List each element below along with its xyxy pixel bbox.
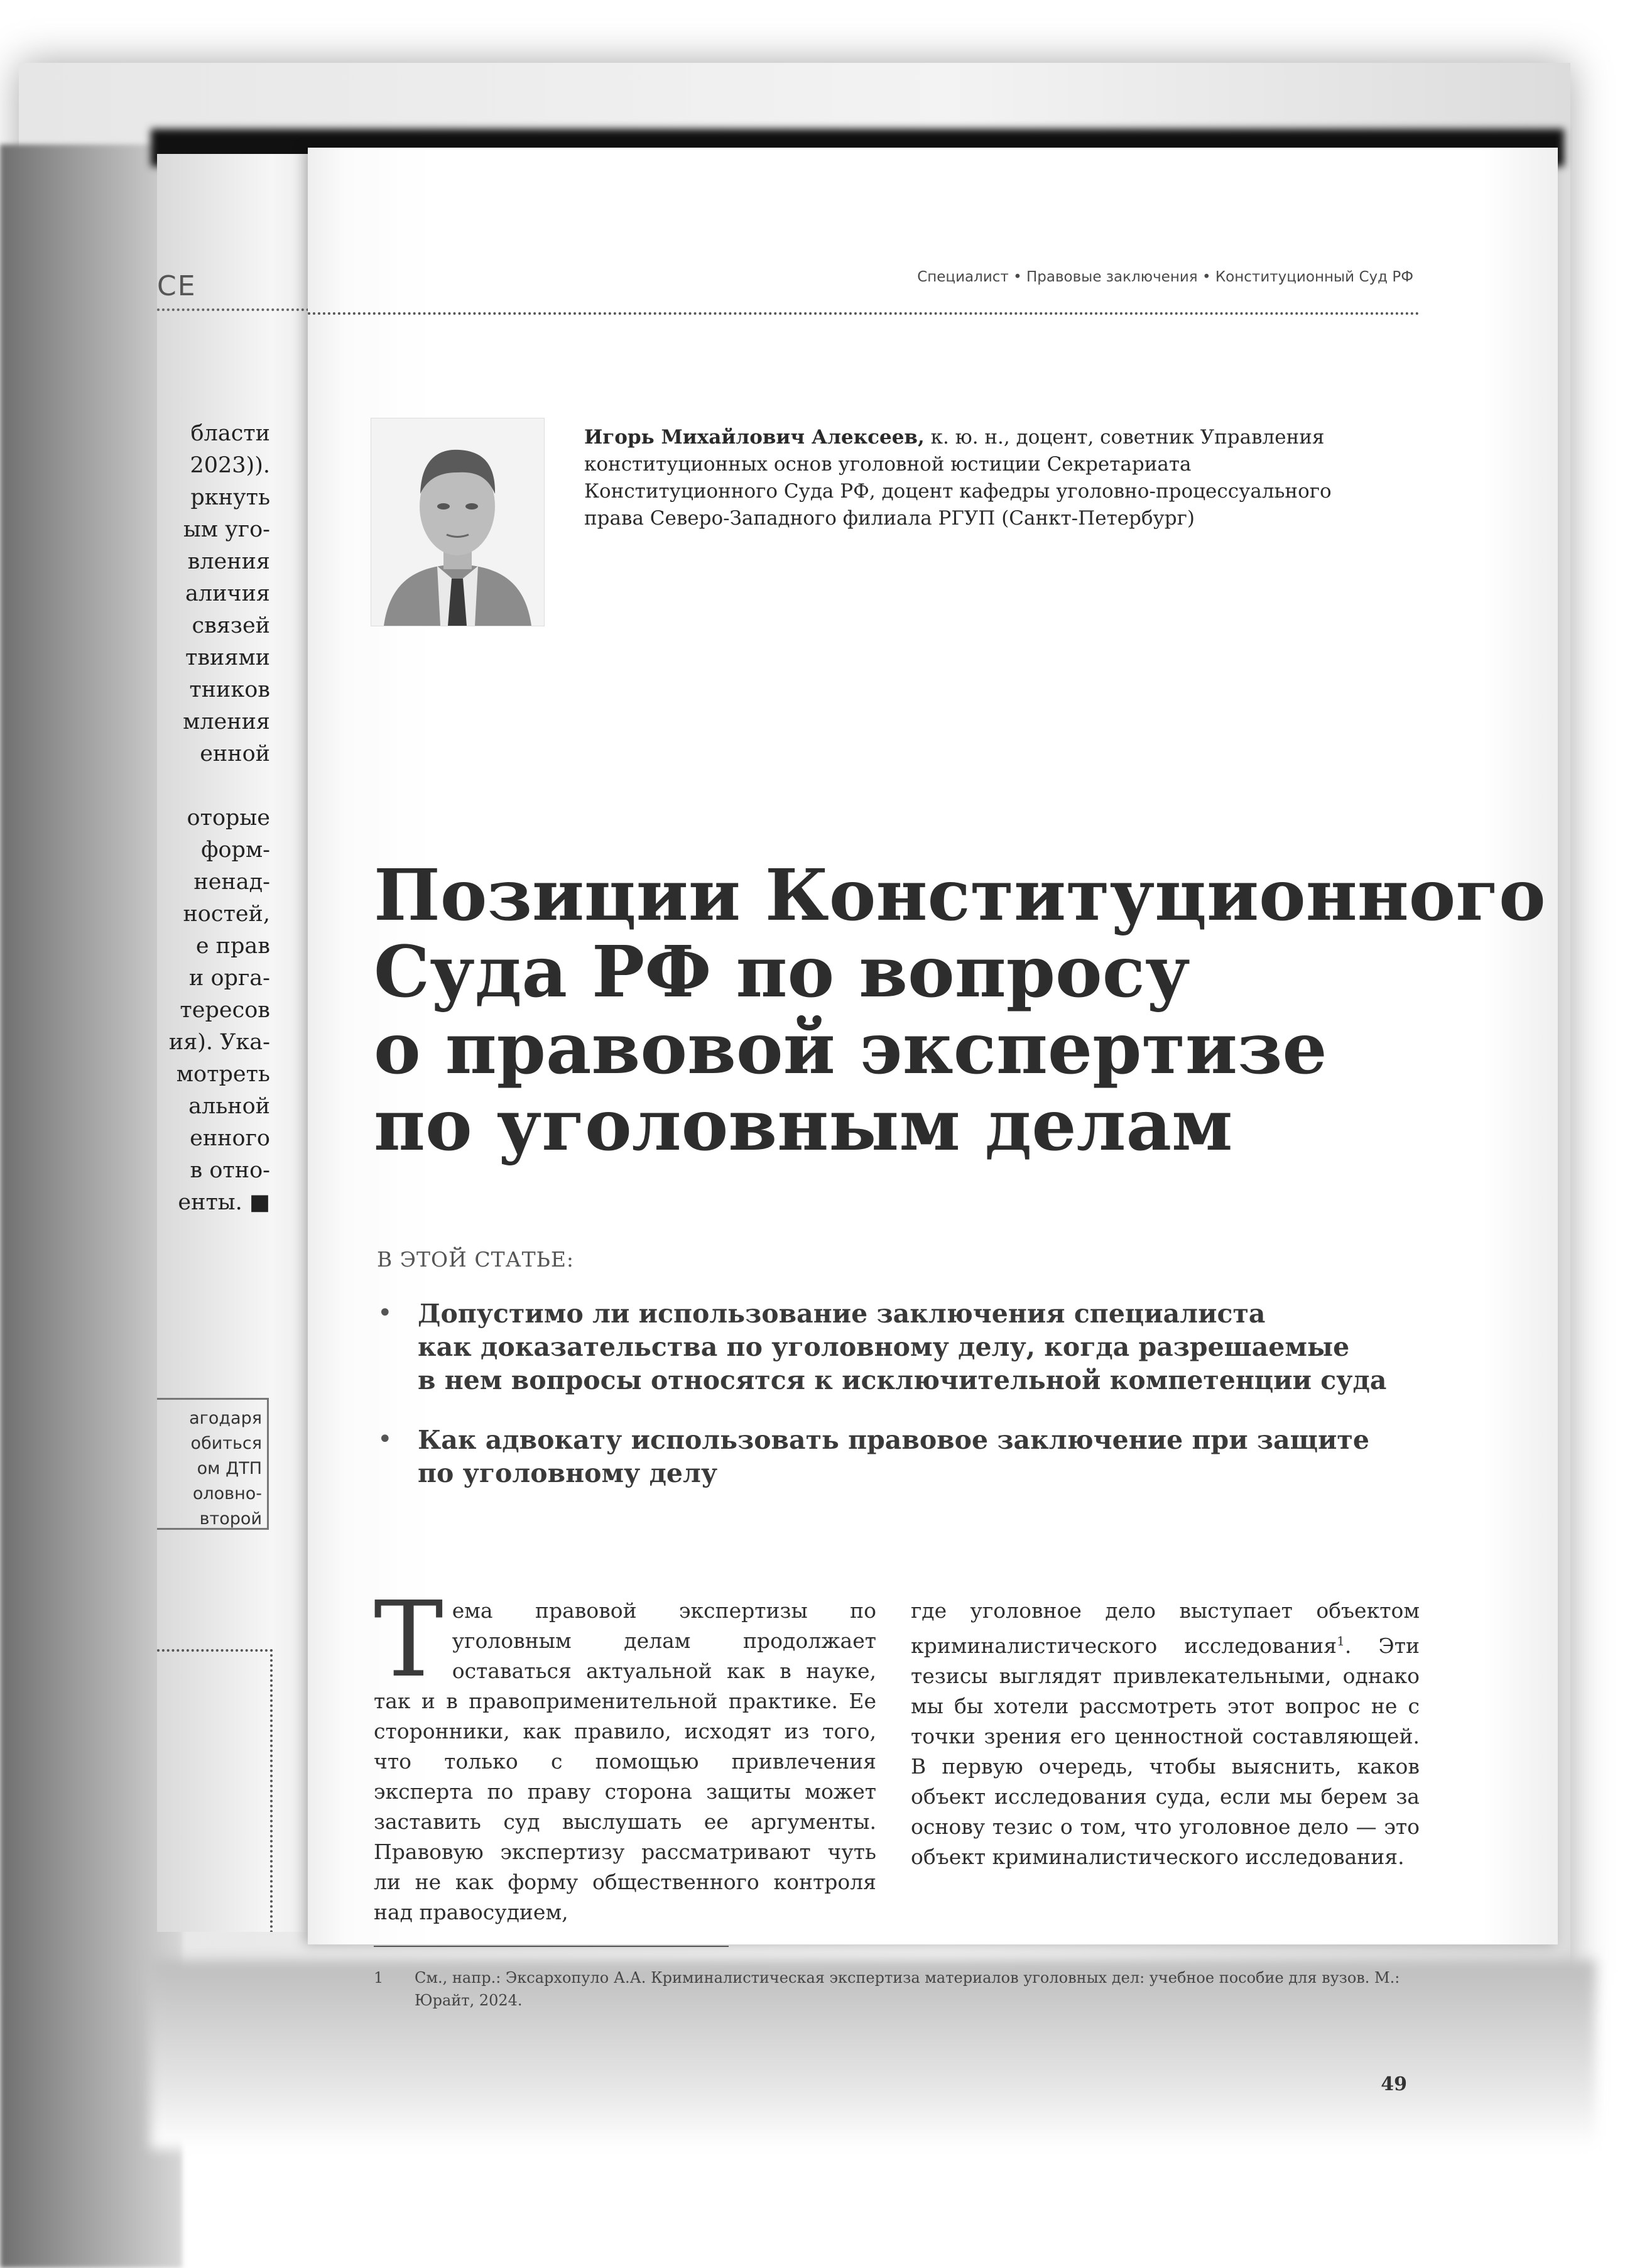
left-page-box-line: агодаря xyxy=(189,1409,262,1428)
author-name: Игорь Михайлович Алексеев, xyxy=(584,426,925,449)
left-page-box-line: оловно- xyxy=(192,1484,262,1503)
left-page-line: ностей, xyxy=(183,902,270,927)
left-page-line: мления xyxy=(183,709,270,734)
left-edge-shadow xyxy=(0,144,182,2268)
author-portrait-icon xyxy=(371,418,544,626)
title-line: Позиции Конституционного xyxy=(374,854,1546,937)
left-page-line: связей xyxy=(192,613,270,638)
left-page-fragment xyxy=(157,154,320,1932)
footnote-number: 1 xyxy=(374,1969,384,1987)
title-line: по уголовным делам xyxy=(374,1084,1233,1167)
left-page-header: CE xyxy=(157,270,197,302)
left-page-line xyxy=(157,770,270,802)
author-info xyxy=(584,424,1388,532)
left-page-line: в отно- xyxy=(190,1158,270,1183)
in-article-label: В ЭТОЙ СТАТЬЕ: xyxy=(377,1247,575,1272)
drop-cap: Т xyxy=(374,1579,443,1701)
title-line: о правовой экспертизе xyxy=(374,1008,1327,1090)
left-page-box-line: обиться xyxy=(190,1434,262,1453)
left-page-line: ия). Ука- xyxy=(168,1030,270,1055)
left-page-line: и орга- xyxy=(189,966,270,991)
left-page-text xyxy=(157,418,270,1219)
body-text-right-b: . Эти тезисы выглядят привлекательными, однако мы бы хотели рассмотреть этот вопрос не с точки зрения его ценностной составляющей. В первую очередь, чтобы выяснить, каков объект исследования суда, если мы берем за основу тезис о том, что уголовное дело — это объект криминалистического исследования. xyxy=(911,1633,1420,1869)
left-page-line: аличия xyxy=(185,581,270,606)
left-page-line: оторые xyxy=(187,805,270,831)
author-details: к. ю. н., доцент, советник Управления конституционных основ уголовной юстиции Секретариата Конституционного Суда РФ, доцент кафедры уголовно-процессуального права Северо-Западного филиала РГУП (Санкт-Петербург) xyxy=(584,426,1332,530)
left-page-line: ркнуть xyxy=(190,485,270,510)
left-page-line: форм- xyxy=(201,837,270,863)
title-line: Суда РФ по вопросу xyxy=(374,931,1190,1013)
left-page-line: вления xyxy=(187,549,270,574)
article-title xyxy=(374,854,1546,1167)
footnote xyxy=(374,1966,1442,2012)
left-page-line: тников xyxy=(189,677,270,702)
left-page-line: енной xyxy=(200,741,270,766)
left-page-dotted-rule xyxy=(157,308,314,311)
left-page-box-line: ом ДТП xyxy=(197,1459,262,1478)
left-page-line: е прав xyxy=(195,934,270,959)
body-column-left xyxy=(374,1579,876,1927)
running-header: Специалист • Правовые заключения • Конституционный Суд РФ xyxy=(917,269,1413,285)
footnote-marker: 1 xyxy=(1337,1633,1345,1649)
left-page-dotted-box xyxy=(157,1649,273,1932)
left-page-line: ым уго- xyxy=(183,517,270,542)
left-page-box xyxy=(157,1398,269,1530)
left-page-line: енты. ■ xyxy=(178,1190,270,1215)
bullet-icon: • xyxy=(378,1299,393,1328)
left-page-line: мотреть xyxy=(176,1062,270,1087)
key-point-text: Как адвокату использовать правовое заключение при защите по уголовному делу xyxy=(418,1425,1369,1488)
left-page-line: ненад- xyxy=(193,870,270,895)
left-page-line: тересов xyxy=(180,998,270,1023)
page-number: 49 xyxy=(1381,2073,1407,2095)
left-page-line: твиями xyxy=(185,645,270,670)
body-column-right xyxy=(911,1596,1420,1872)
left-page-line: енного xyxy=(190,1126,270,1151)
footnote-rule xyxy=(374,1946,729,1947)
body-text-left: ема правовой экспертизы по уголовным делам продолжает оставаться актуальной как в науке, так и в правоприменительной практике. Ее сторонники, как правило, исходят из того, что только с помощью привлечения эксперта по праву сторона защиты может заставить суд выслушать ее аргументы. Правовую экспертизу рассматривают чуть ли не как форму общественного контроля над правосудием, xyxy=(374,1598,876,1924)
left-page-box-line: второй xyxy=(199,1509,262,1529)
footnote-text: См., напр.: Эксархопуло А.А. Криминалистическая экспертиза материалов уголовных дел: учебное пособие для вузов. М.: Юрайт, 2024. xyxy=(415,1969,1400,2009)
key-point xyxy=(374,1424,1504,1490)
key-points-list xyxy=(374,1297,1504,1517)
article-page xyxy=(308,148,1558,2095)
left-page-line: бласти xyxy=(190,421,270,446)
header-dotted-rule xyxy=(308,312,1420,315)
bullet-icon: • xyxy=(378,1425,393,1454)
key-point-text: Допустимо ли использование заключения специалиста как доказательства по уголовному делу, когда разрешаемые в нем вопросы относятся к исключительной компетенции суда xyxy=(418,1299,1387,1395)
left-page-line: 2023)). xyxy=(190,453,270,478)
body-text-right-a: где уголовное дело выступает объектом криминалистического исследования xyxy=(911,1598,1420,1658)
left-page-line: альной xyxy=(188,1094,270,1119)
key-point xyxy=(374,1297,1504,1397)
author-photo xyxy=(371,418,545,626)
